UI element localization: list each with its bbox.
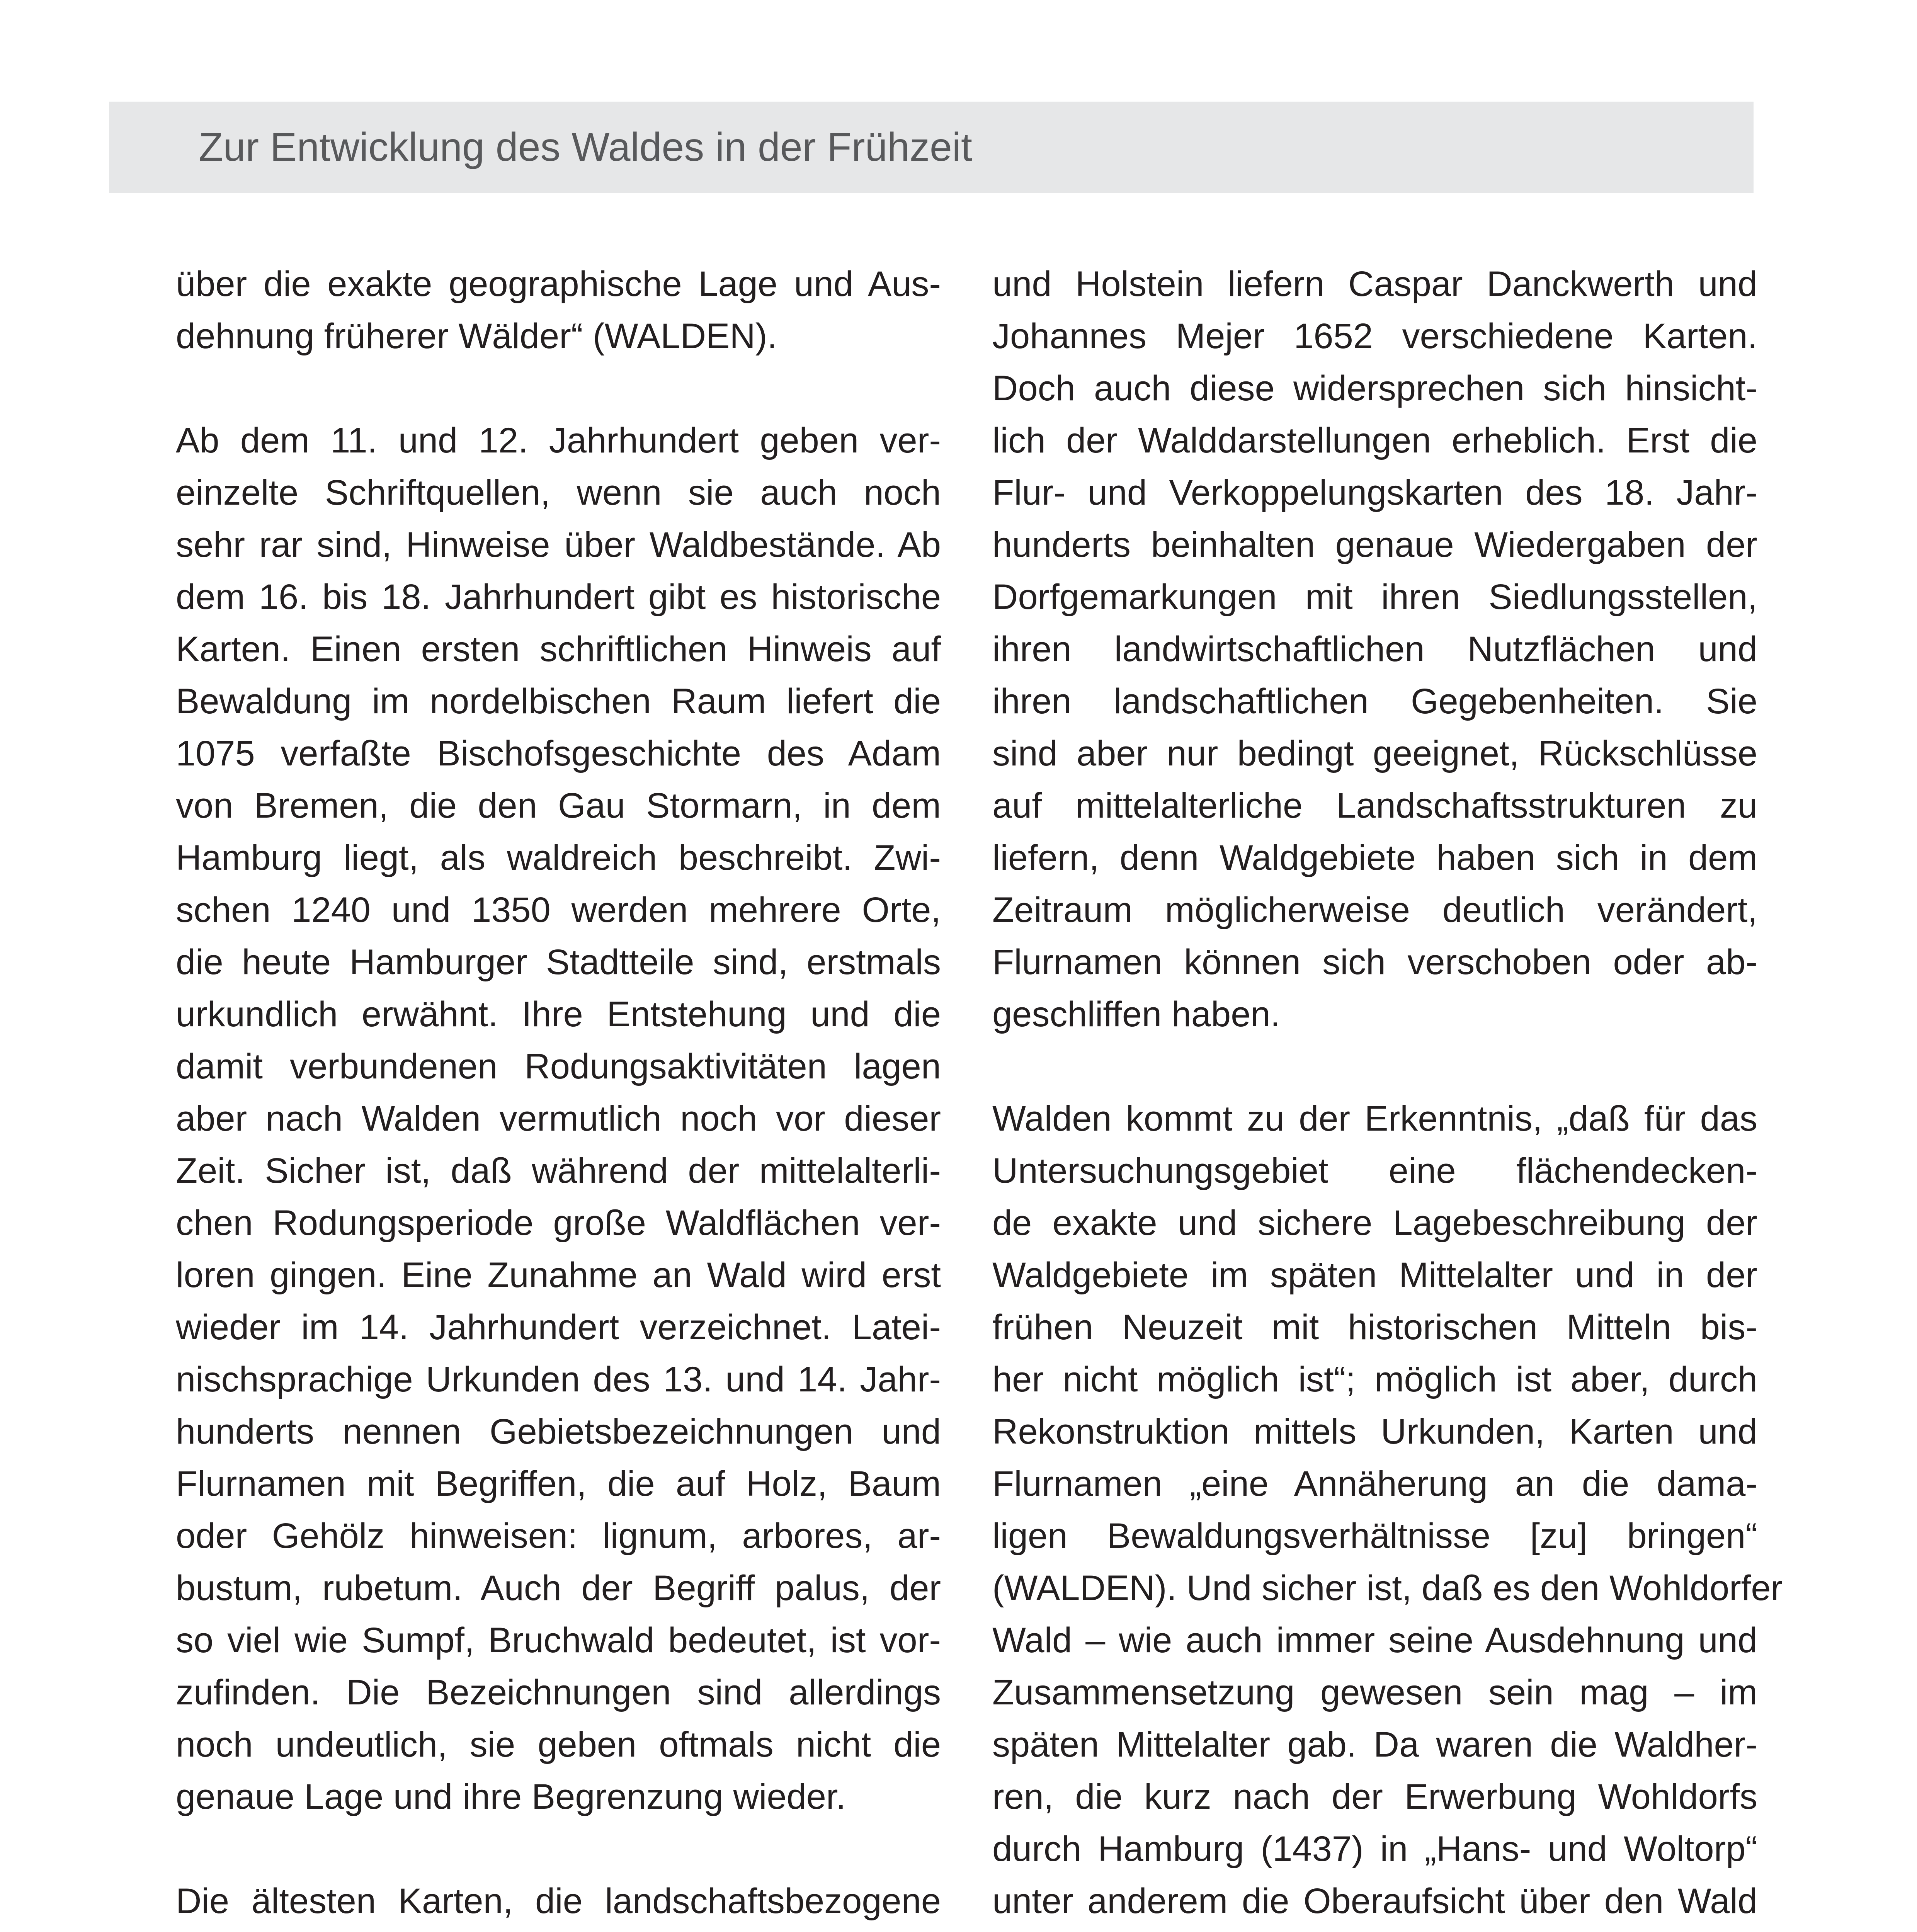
text-line: Untersuchungsgebiet eine flächendecken- [992, 1151, 1757, 1190]
text-line: Waldgebiete im späten Mittelalter und in der [992, 1255, 1757, 1295]
text-line: Ab dem 11. und 12. Jahrhundert geben ver- [176, 421, 941, 460]
text-line: ligen Bewaldungsverhältnisse [zu] bringen“ [992, 1516, 1757, 1556]
text-line: Flur- und Verkoppelungskarten des 18. Jahr- [992, 473, 1757, 512]
text-line: hunderts nennen Gebietsbezeichnungen und [176, 1412, 941, 1451]
text-line: so viel wie Sumpf, Bruchwald bedeutet, ist vor- [176, 1621, 941, 1660]
text-line: schen 1240 und 1350 werden mehrere Orte, [176, 890, 941, 930]
text-line: lich der Walddarstellungen erheblich. Erst die [992, 421, 1757, 460]
text-line: Karten. Einen ersten schriftlichen Hinweis auf [176, 629, 941, 669]
text-line: (WALDEN). Und sicher ist, daß es den Wohldorfer [992, 1568, 1783, 1608]
text-line: aber nach Walden vermutlich noch vor dieser [176, 1099, 941, 1138]
text-line: wieder im 14. Jahrhundert verzeichnet. Latei- [176, 1308, 941, 1347]
text-line: Zeitraum möglicherweise deutlich verändert, [992, 890, 1757, 930]
text-line: Zeit. Sicher ist, daß während der mittelalterli- [176, 1151, 941, 1190]
text-line: ihren landschaftlichen Gegebenheiten. Sie [992, 682, 1757, 721]
text-line: genaue Lage und ihre Begrenzung wieder. [176, 1777, 846, 1816]
text-line: Johannes Mejer 1652 verschiedene Karten. [992, 316, 1757, 356]
text-line: die heute Hamburger Stadtteile sind, erstmals [176, 942, 941, 982]
text-line: durch Hamburg (1437) in „Hans- und Woltorp“ [992, 1829, 1757, 1869]
text-line: Walden kommt zu der Erkenntnis, „daß für das [992, 1099, 1757, 1138]
text-line: unter anderem die Oberaufsicht über den Wald [992, 1881, 1757, 1921]
text-line: dem 16. bis 18. Jahrhundert gibt es historische [176, 577, 941, 617]
text-line: Bewaldung im nordelbischen Raum liefert die [176, 682, 941, 721]
paragraph [176, 415, 941, 1823]
text-line: geschliffen haben. [992, 995, 1281, 1034]
text-line: sind aber nur bedingt geeignet, Rückschlüsse [992, 734, 1757, 773]
left-text-column [176, 258, 941, 1932]
text-line: damit verbundenen Rodungsaktivitäten lagen [176, 1047, 941, 1086]
text-line: späten Mittelalter gab. Da waren die Waldher- [992, 1725, 1757, 1764]
running-header-title: Zur Entwicklung des Waldes in der Frühzeit [199, 125, 972, 170]
paragraph [992, 1093, 1783, 1932]
text-line [992, 1927, 1757, 1932]
text-line: her nicht möglich ist“; möglich ist aber, durch [992, 1360, 1757, 1399]
text-line: nischsprachige Urkunden des 13. und 14. Jahr- [176, 1360, 941, 1399]
text-line: liefern, denn Waldgebiete haben sich in dem [992, 838, 1757, 878]
text-line: dehnung früherer Wälder“ (WALDEN). [176, 316, 777, 356]
text-line: hunderts beinhalten genaue Wiedergaben der [992, 525, 1757, 565]
text-line: auf mittelalterliche Landschaftsstrukturen zu [992, 786, 1757, 825]
right-text-column [992, 258, 1783, 1932]
text-line: zufinden. Die Bezeichnungen sind allerdings [176, 1673, 941, 1712]
text-line: Wald – wie auch immer seine Ausdehnung und [992, 1621, 1757, 1660]
text-line: sehr rar sind, Hinweise über Waldbestände. Ab [176, 525, 941, 565]
text-line: über die exakte geographische Lage und Aus- [176, 264, 941, 304]
text-line: von Bremen, die den Gau Stormarn, in dem [176, 786, 941, 825]
text-line: einzelte Schriftquellen, wenn sie auch noch [176, 473, 941, 512]
text-line: Rekonstruktion mittels Urkunden, Karten und [992, 1412, 1757, 1451]
text-line [176, 1927, 941, 1932]
text-line: Flurnamen können sich verschoben oder ab- [992, 942, 1757, 982]
text-line: oder Gehölz hinweisen: lignum, arbores, ar- [176, 1516, 941, 1556]
text-line: Zusammensetzung gewesen sein mag – im [992, 1673, 1757, 1712]
text-line: Hamburg liegt, als waldreich beschreibt. Zwi- [176, 838, 941, 878]
paragraph [176, 258, 941, 362]
running-header [109, 102, 1754, 193]
text-line: 1075 verfaßte Bischofsgeschichte des Adam [176, 734, 941, 773]
text-line: de exakte und sichere Lagebeschreibung der [992, 1203, 1757, 1243]
text-line: Die ältesten Karten, die landschaftsbezogene [176, 1881, 941, 1921]
text-line: chen Rodungsperiode große Waldflächen ver- [176, 1203, 941, 1243]
paragraph [992, 258, 1757, 1041]
text-line: Doch auch diese widersprechen sich hinsicht- [992, 369, 1757, 408]
text-line: Flurnamen „eine Annäherung an die dama- [992, 1464, 1757, 1503]
paragraph [176, 1875, 941, 1932]
text-line: Flurnamen mit Begriffen, die auf Holz, Baum [176, 1464, 941, 1503]
text-line: ren, die kurz nach der Erwerbung Wohldorfs [992, 1777, 1757, 1816]
text-line: ihren landwirtschaftlichen Nutzflächen und [992, 629, 1757, 669]
text-line: noch undeutlich, sie geben oftmals nicht die [176, 1725, 941, 1764]
text-line: Dorfgemarkungen mit ihren Siedlungsstellen, [992, 577, 1757, 617]
text-line: loren gingen. Eine Zunahme an Wald wird erst [176, 1255, 941, 1295]
text-line: und Holstein liefern Caspar Danckwerth und [992, 264, 1757, 304]
text-line: bustum, rubetum. Auch der Begriff palus, der [176, 1568, 941, 1608]
text-line: urkundlich erwähnt. Ihre Entstehung und die [176, 995, 941, 1034]
text-line: frühen Neuzeit mit historischen Mitteln bis- [992, 1308, 1757, 1347]
